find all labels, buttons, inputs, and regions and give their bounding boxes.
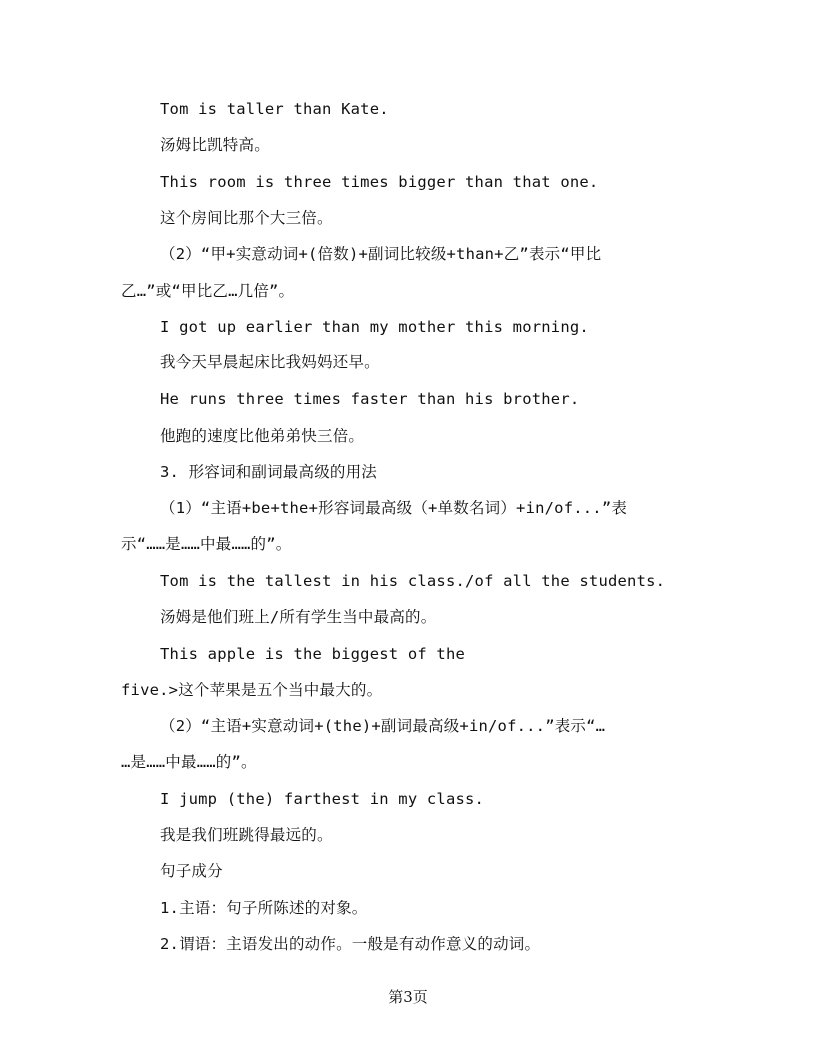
text-line-24: 2.谓语：主语发出的动作。一般是有动作意义的动词。 (160, 935, 541, 953)
text-line-2: 汤姆比凯特高。 (160, 136, 270, 154)
page-number: 第3页 (388, 988, 428, 1006)
text-line-19: …是……中最……的”。 (121, 753, 257, 771)
text-line-22: 句子成分 (160, 862, 223, 880)
text-line-15: 汤姆是他们班上/所有学生当中最高的。 (160, 608, 437, 626)
text-line-13: 示“……是……中最……的”。 (121, 535, 292, 553)
text-line-10: 他跑的速度比他弟弟快三倍。 (160, 427, 365, 445)
text-line-3: This room is three times bigger than that one. (160, 173, 599, 191)
text-line-9: He runs three times faster than his brother. (160, 390, 580, 408)
text-line-5: （2）“甲+实意动词+(倍数)+副词比较级+than+乙”表示“甲比 (160, 245, 602, 263)
text-line-11: 3. 形容词和副词最高级的用法 (160, 463, 377, 481)
text-line-12: （1）“主语+be+the+形容词最高级（+单数名词）+in/of...”表 (160, 499, 628, 517)
text-line-14: Tom is the tallest in his class./of all the students. (160, 572, 666, 590)
text-line-18: （2）“主语+实意动词+(the)+副词最高级+in/of...”表示“… (160, 717, 606, 735)
text-line-21: 我是我们班跳得最远的。 (160, 826, 333, 844)
text-line-23: 1.主语：句子所陈述的对象。 (160, 899, 368, 917)
text-line-20: I jump (the) farthest in my class. (160, 790, 485, 808)
text-line-17: five.>这个苹果是五个当中最大的。 (121, 681, 383, 699)
text-line-6: 乙…”或“甲比乙…几倍”。 (121, 282, 295, 300)
text-line-4: 这个房间比那个大三倍。 (160, 209, 333, 227)
text-line-7: I got up earlier than my mother this morning. (160, 318, 589, 336)
text-line-8: 我今天早晨起床比我妈妈还早。 (160, 353, 380, 371)
text-line-1: Tom is taller than Kate. (160, 100, 389, 118)
text-line-16: This apple is the biggest of the (160, 645, 466, 663)
